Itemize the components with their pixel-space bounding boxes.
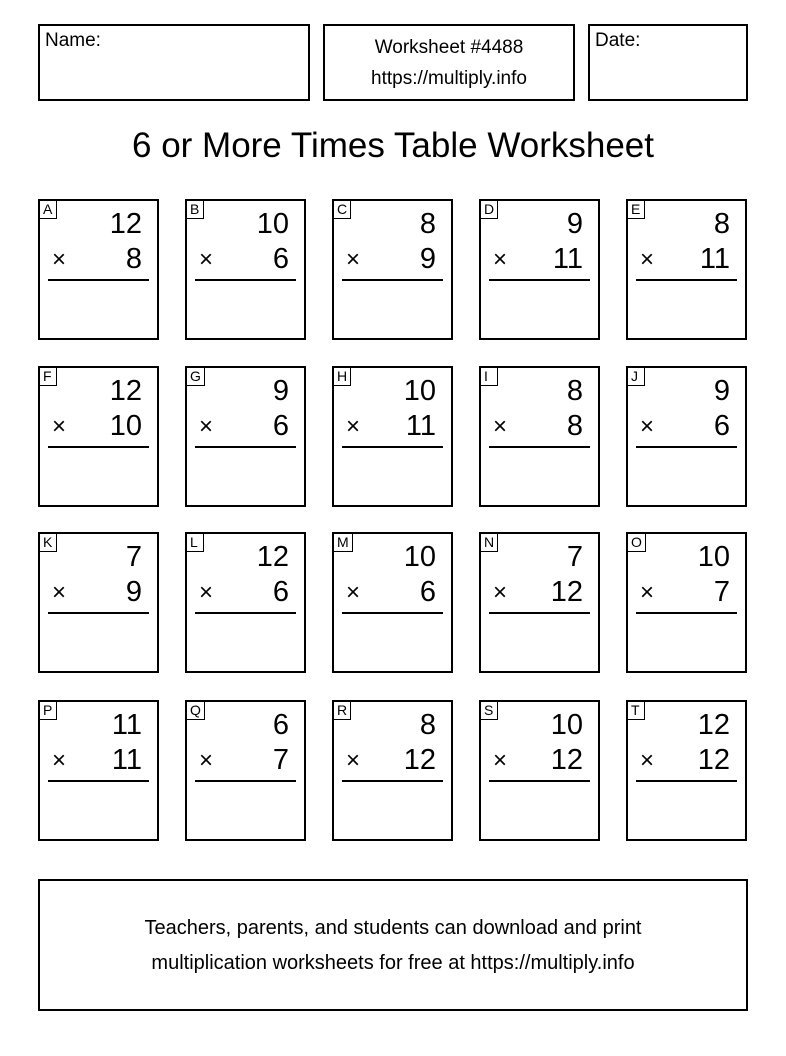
multiply-sign-icon: × (640, 579, 655, 606)
answer-rule (489, 612, 590, 614)
multiply-sign-icon: × (199, 747, 214, 774)
multiply-sign-icon: × (493, 246, 508, 273)
problem-card[interactable] (479, 199, 600, 340)
answer-rule (48, 612, 149, 614)
footer-box (38, 879, 748, 1011)
answer-rule (342, 612, 443, 614)
problem-card[interactable] (185, 532, 306, 673)
problem-card[interactable] (626, 199, 747, 340)
multiplicand: 7 (566, 541, 583, 573)
answer-rule (636, 279, 737, 281)
problem-card[interactable] (185, 366, 306, 507)
multiplicand: 9 (566, 208, 583, 240)
multiply-sign-icon: × (640, 747, 655, 774)
answer-rule (195, 780, 296, 782)
multiplicand: 8 (419, 208, 436, 240)
problem-card[interactable] (38, 366, 159, 507)
answer-rule (342, 446, 443, 448)
problem-card[interactable] (332, 700, 453, 841)
answer-rule (636, 780, 737, 782)
multiply-sign-icon: × (640, 413, 655, 440)
answer-rule (489, 279, 590, 281)
multiply-sign-icon: × (493, 579, 508, 606)
multiply-sign-icon: × (52, 747, 67, 774)
problem-label: E (628, 201, 645, 219)
answer-rule (195, 446, 296, 448)
answer-rule (195, 279, 296, 281)
answer-rule (636, 446, 737, 448)
problem-card[interactable] (185, 700, 306, 841)
problem-card[interactable] (626, 366, 747, 507)
multiplier: 6 (272, 410, 289, 442)
multiplicand: 12 (109, 375, 142, 407)
problem-label: O (628, 534, 646, 552)
answer-rule (48, 279, 149, 281)
problem-label: R (334, 702, 351, 720)
worksheet-number: Worksheet #4488 (374, 37, 524, 58)
multiplier: 11 (552, 243, 583, 275)
problem-card[interactable] (332, 366, 453, 507)
answer-rule (342, 279, 443, 281)
multiplicand: 8 (713, 208, 730, 240)
answer-rule (489, 780, 590, 782)
multiplicand: 10 (403, 541, 436, 573)
problem-card[interactable] (38, 532, 159, 673)
multiplicand: 9 (713, 375, 730, 407)
problem-card[interactable] (626, 700, 747, 841)
multiplier: 12 (697, 744, 730, 776)
multiply-sign-icon: × (640, 246, 655, 273)
problem-label: H (334, 368, 351, 386)
multiplicand: 6 (272, 709, 289, 741)
multiplier: 8 (125, 243, 142, 275)
problem-card[interactable] (479, 700, 600, 841)
answer-rule (195, 612, 296, 614)
multiplier: 8 (566, 410, 583, 442)
problem-card[interactable] (332, 532, 453, 673)
multiplier: 7 (272, 744, 289, 776)
problem-label: J (628, 368, 645, 386)
multiplicand: 10 (256, 208, 289, 240)
problem-label: N (481, 534, 498, 552)
problem-label: S (481, 702, 498, 720)
multiplicand: 8 (566, 375, 583, 407)
multiplicand: 12 (256, 541, 289, 573)
multiplicand: 11 (111, 709, 142, 741)
problem-label: P (40, 702, 57, 720)
problem-label: Q (187, 702, 205, 720)
multiplier: 10 (109, 410, 142, 442)
problem-label: I (481, 368, 498, 386)
problem-label: D (481, 201, 498, 219)
problem-label: F (40, 368, 57, 386)
multiply-sign-icon: × (52, 579, 67, 606)
multiplier: 11 (405, 410, 436, 442)
problem-label: L (187, 534, 204, 552)
problem-card[interactable] (38, 199, 159, 340)
answer-rule (636, 612, 737, 614)
answer-rule (48, 446, 149, 448)
multiplier: 11 (111, 744, 142, 776)
problem-label: B (187, 201, 204, 219)
problem-label: M (334, 534, 353, 552)
worksheet-url: https://multiply.info (371, 68, 527, 89)
problem-label: K (40, 534, 57, 552)
multiplier: 12 (550, 576, 583, 608)
multiply-sign-icon: × (346, 747, 361, 774)
footer-line-1: Teachers, parents, and students can download and print (144, 917, 642, 939)
multiplier: 11 (699, 243, 730, 275)
multiplier: 6 (272, 576, 289, 608)
problem-label: G (187, 368, 205, 386)
multiplier: 12 (550, 744, 583, 776)
problem-card[interactable] (479, 532, 600, 673)
multiplicand: 8 (419, 709, 436, 741)
multiplier: 6 (713, 410, 730, 442)
multiplicand: 7 (125, 541, 142, 573)
problem-card[interactable] (38, 700, 159, 841)
multiply-sign-icon: × (493, 413, 508, 440)
multiplier: 9 (419, 243, 436, 275)
multiplier: 6 (272, 243, 289, 275)
multiplicand: 10 (550, 709, 583, 741)
multiplier: 6 (419, 576, 436, 608)
problem-label: A (40, 201, 57, 219)
multiply-sign-icon: × (52, 246, 67, 273)
multiplicand: 10 (403, 375, 436, 407)
multiplier: 7 (713, 576, 730, 608)
multiply-sign-icon: × (199, 413, 214, 440)
name-label: Name: (45, 30, 101, 51)
multiply-sign-icon: × (199, 246, 214, 273)
multiply-sign-icon: × (346, 413, 361, 440)
page-title: 6 or More Times Table Worksheet (132, 126, 654, 165)
multiplier: 12 (403, 744, 436, 776)
date-label: Date: (595, 30, 641, 51)
multiplicand: 12 (109, 208, 142, 240)
problem-card[interactable] (626, 532, 747, 673)
answer-rule (48, 780, 149, 782)
multiply-sign-icon: × (346, 579, 361, 606)
problem-label: C (334, 201, 351, 219)
problem-card[interactable] (332, 199, 453, 340)
multiplicand: 12 (697, 709, 730, 741)
answer-rule (489, 446, 590, 448)
multiply-sign-icon: × (346, 246, 361, 273)
answer-rule (342, 780, 443, 782)
multiplicand: 9 (272, 375, 289, 407)
problem-label: T (628, 702, 645, 720)
footer-line-2: multiplication worksheets for free at https://multiply.info (151, 952, 635, 974)
multiplier: 9 (125, 576, 142, 608)
multiply-sign-icon: × (493, 747, 508, 774)
problem-card[interactable] (185, 199, 306, 340)
multiplicand: 10 (697, 541, 730, 573)
multiply-sign-icon: × (52, 413, 67, 440)
multiply-sign-icon: × (199, 579, 214, 606)
problem-card[interactable] (479, 366, 600, 507)
